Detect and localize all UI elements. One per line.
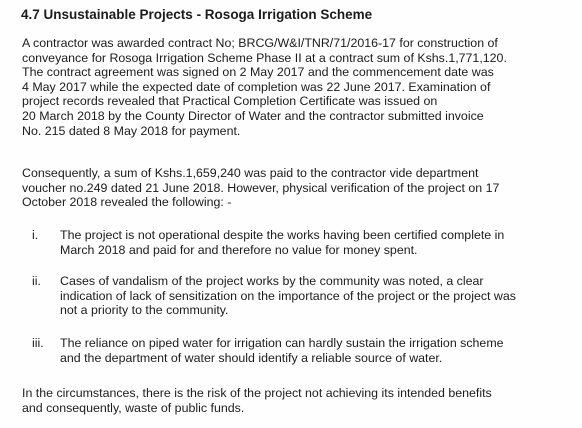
paragraph-line: Consequently, a sum of Kshs.1,659,240 was paid to the contractor vide department bbox=[22, 166, 479, 180]
finding-line: and the department of water should identify a reliable source of water. bbox=[60, 350, 443, 365]
paragraph-line: and consequently, waste of public funds. bbox=[22, 400, 245, 415]
finding-number: iii. bbox=[32, 336, 44, 350]
paragraph-line: The contract agreement was signed on 2 May 2017 and the commencement date was bbox=[22, 65, 494, 80]
paragraph-line: conveyance for Rosoga Irrigation Scheme Phase II at a contract sum of Kshs.1,771,120. bbox=[22, 50, 507, 65]
section-heading: 4.7 Unsustainable Projects - Rosoga Irrigation Scheme bbox=[21, 7, 373, 22]
paragraph-line: October 2018 revealed the following: - bbox=[22, 195, 232, 210]
paragraph-line: 4 May 2017 while the expected date of completion was 22 June 2017. Examination of bbox=[22, 79, 491, 94]
finding-text bbox=[60, 336, 504, 365]
finding-line: Cases of vandalism of the project works by the community was noted, a clear bbox=[60, 274, 484, 288]
finding-number: i. bbox=[32, 228, 39, 242]
paragraph-contract-details bbox=[22, 36, 562, 138]
paragraph-line: In the circumstances, there is the risk of the project not achieving its intended benefits bbox=[22, 386, 492, 400]
finding-line: The reliance on piped water for irrigation can hardly sustain the irrigation scheme bbox=[60, 336, 504, 350]
paragraph-conclusion bbox=[22, 386, 562, 415]
finding-line: not a priority to the community. bbox=[60, 303, 229, 318]
paragraph-line: No. 215 dated 8 May 2018 for payment. bbox=[22, 123, 241, 138]
paragraph-line: project records revealed that Practical Completion Certificate was issued on bbox=[22, 94, 438, 109]
paragraph-line: A contractor was awarded contract No; BRCG/W&I/TNR/71/2016-17 for construction of bbox=[22, 36, 498, 50]
finding-line: indication of lack of sensitization on the importance of the project or the project was bbox=[60, 288, 516, 303]
finding-line: March 2018 and paid for and therefore no value for money spent. bbox=[60, 242, 418, 257]
finding-line: The project is not operational despite the works having been certified complete in bbox=[60, 228, 505, 242]
paragraph-line: voucher no.249 dated 21 June 2018. However, physical verification of the project on 17 bbox=[22, 180, 500, 195]
finding-number: ii. bbox=[32, 274, 41, 288]
paragraph-payment bbox=[22, 166, 562, 210]
finding-text bbox=[60, 274, 516, 318]
paragraph-line: 20 March 2018 by the County Director of Water and the contractor submitted invoice bbox=[22, 108, 484, 123]
finding-text bbox=[60, 228, 504, 257]
